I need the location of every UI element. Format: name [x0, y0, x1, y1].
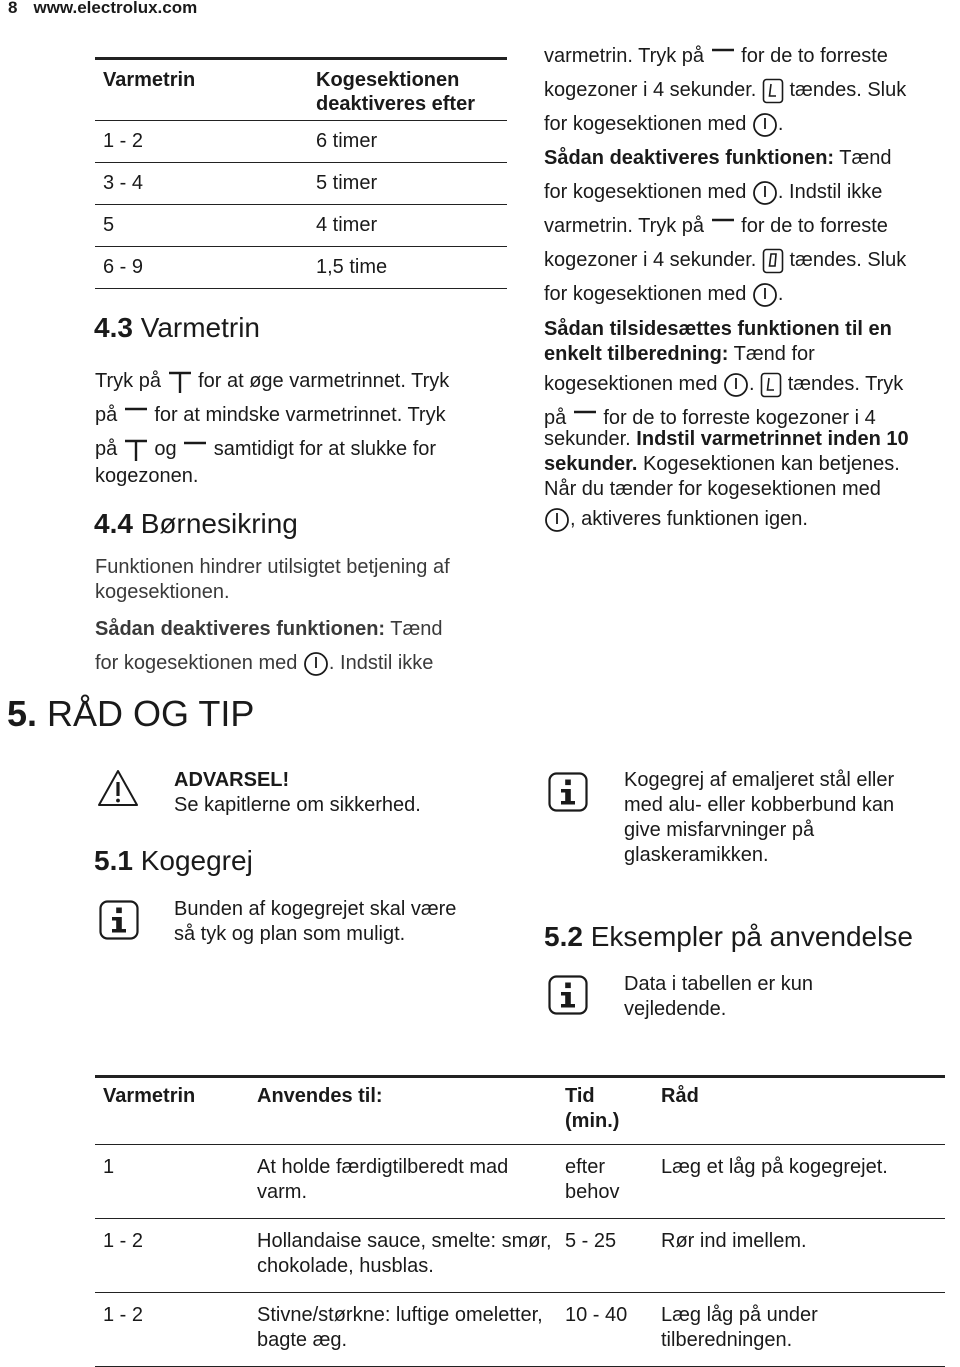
section-5-1-heading: [94, 844, 253, 878]
text-span: Tænd for: [733, 343, 815, 365]
table-cell: At holde færdigtilberedt mad varm.: [249, 1145, 557, 1219]
section-title: Kogegrej: [140, 845, 253, 876]
usage-examples-table: [95, 1075, 945, 1367]
text-span: for kogesektionen med: [95, 652, 298, 674]
heat-setting-deactivation-table: [95, 57, 507, 289]
table-cell: 1 - 2: [95, 1293, 249, 1367]
text-span: for at øge varmetrinnet. Tryk: [198, 370, 450, 392]
section-4-3-text: [95, 364, 449, 486]
text-span: samtidigt for at slukke for: [213, 438, 437, 460]
text-span: på: [544, 407, 567, 429]
text-span: på: [95, 438, 118, 460]
table-cell: Læg låg på under tilberedningen.: [653, 1293, 945, 1367]
website-url: www.electrolux.com: [33, 0, 198, 17]
table-header-cell: Varmetrin: [95, 59, 308, 121]
warning-text: Se kapitlerne om sikkerhed.: [174, 794, 421, 816]
display-0-icon: [762, 248, 784, 274]
plus-icon: [123, 437, 149, 463]
table-cell: 5 - 25: [557, 1219, 653, 1293]
page-header: [8, 0, 197, 19]
section-4-4-heading: [94, 507, 298, 541]
text-span: for kogesektionen med: [544, 181, 747, 203]
table-cell: 6 - 9: [95, 247, 308, 289]
section-title: Varmetrin: [140, 312, 261, 343]
text-span: kogezonen.: [95, 465, 199, 487]
text-span: for kogesektionen med: [544, 283, 747, 305]
text-span: Tænd: [390, 618, 443, 640]
table-cell: Hollandaise sauce, smelte: smør, chokolade, husblas.: [249, 1219, 557, 1293]
table-row: [95, 1293, 945, 1367]
table-cell: 6 timer: [308, 121, 507, 163]
text-span: Tryk på: [95, 370, 161, 392]
enamel-cookware-note: Kogegrej af emaljeret stål eller med alu- eller kobberbund kan give misfarvninger på glaskeramikken.: [624, 769, 895, 866]
table-row: [95, 163, 507, 205]
page-number: 8: [8, 0, 18, 17]
table-cell: Rør ind imellem.: [653, 1219, 945, 1293]
chapter-5-heading: [7, 692, 254, 736]
info-icon: [548, 772, 588, 812]
warning-note: [174, 768, 421, 818]
cookware-note: Bunden af kogegrejet skal være så tyk og plan som muligt.: [174, 898, 457, 945]
table-cell: Stivne/størkne: luftige omeletter, bagte æg.: [249, 1293, 557, 1367]
text-span: sekunder.: [544, 428, 631, 450]
text-span: for kogesektionen med: [544, 113, 747, 135]
bold-label: Sådan deaktiveres funktionen:: [544, 147, 835, 169]
text-span: Kogesektionen kan betjenes.: [642, 453, 900, 475]
table-row: [95, 205, 507, 247]
chapter-title: RÅD OG TIP: [47, 693, 255, 734]
display-l-icon: [760, 372, 782, 398]
section-4-3-heading: [94, 311, 260, 345]
bold-label: Sådan tilsidesættes funktionen til en enkelt tilberedning:: [544, 318, 892, 365]
section-number: 4.4: [94, 508, 133, 539]
table-header-cell: Varmetrin: [95, 1077, 249, 1145]
table-guidance-note: Data i tabellen er kun vejledende.: [624, 973, 814, 1020]
text-span: for at mindske varmetrinnet. Tryk: [154, 404, 446, 426]
power-icon: [723, 372, 749, 398]
table-header-cell: Råd: [653, 1077, 945, 1145]
bold-label: Indstil varmetrinnet inden 10 sekunder.: [544, 428, 909, 475]
table-header-row: [95, 59, 507, 121]
text-span: på: [95, 404, 118, 426]
section-4-4-deactivate: [95, 612, 515, 680]
section-number: 5.2: [544, 921, 583, 952]
table-cell: 10 - 40: [557, 1293, 653, 1367]
table-header-row: [95, 1077, 945, 1145]
table-cell: 1 - 2: [95, 1219, 249, 1293]
table-row: [95, 121, 507, 163]
section-number: 5.1: [94, 845, 133, 876]
table-row: [95, 1145, 945, 1219]
section-5-2-heading: [544, 920, 913, 954]
section-number: 4.3: [94, 312, 133, 343]
text-span: .: [749, 373, 755, 395]
table-row: [95, 1219, 945, 1293]
table-cell: 1: [95, 1145, 249, 1219]
table-header-cell: Tid (min.): [557, 1077, 653, 1145]
minus-icon: [710, 214, 736, 240]
text-span: kogesektionen med: [544, 373, 718, 395]
power-icon: [752, 282, 778, 308]
minus-icon: [182, 437, 208, 463]
display-l-icon: [762, 78, 784, 104]
power-icon: [752, 180, 778, 206]
text-span: Tænd: [839, 147, 892, 169]
minus-icon: [123, 403, 149, 429]
text-span: tændes. Sluk: [789, 79, 907, 101]
table-cell: Læg et låg på kogegrejet.: [653, 1145, 945, 1219]
text-span: kogezoner i 4 sekunder.: [544, 79, 757, 101]
table-cell: 1 - 2: [95, 121, 308, 163]
info-icon: [99, 900, 139, 940]
plus-icon: [167, 369, 193, 395]
text-span: kogezoner i 4 sekunder.: [544, 249, 757, 271]
table-cell: 1,5 time: [308, 247, 507, 289]
power-icon: [303, 651, 329, 677]
text-span: tændes. Tryk: [787, 373, 904, 395]
warning-title: ADVARSEL!: [174, 769, 290, 791]
bold-label: Sådan deaktiveres funktionen:: [95, 618, 386, 640]
minus-icon: [710, 44, 736, 70]
text-span: varmetrin. Tryk på: [544, 45, 705, 67]
power-icon: [752, 112, 778, 138]
text-span: og: [154, 438, 177, 460]
text-span: , aktiveres funktionen igen.: [570, 508, 808, 530]
text-span: . Indstil ikke: [777, 181, 883, 203]
chapter-number: 5.: [7, 693, 38, 734]
text-span: for de to forreste kogezoner i 4: [603, 407, 876, 429]
power-icon: [544, 507, 570, 533]
text-span: for de to forreste: [741, 215, 888, 237]
table-cell: efter behov: [557, 1145, 653, 1219]
text-span: for de to forreste: [741, 45, 888, 67]
text-span: .: [777, 283, 784, 305]
text-span: . Indstil ikke: [328, 652, 434, 674]
text-span: tændes. Sluk: [789, 249, 907, 271]
table-cell: 5 timer: [308, 163, 507, 205]
text-span: Når du tænder for kogesektionen med: [544, 478, 881, 500]
section-title: Børnesikring: [140, 508, 298, 539]
text-span: varmetrin. Tryk på: [544, 215, 705, 237]
table-cell: 3 - 4: [95, 163, 308, 205]
right-column-text: [544, 39, 954, 536]
table-row: [95, 247, 507, 289]
info-icon: [548, 975, 588, 1015]
table-header-cell: Anvendes til:: [249, 1077, 557, 1145]
table-header-cell: Kogesektionen deaktiveres efter: [308, 59, 507, 121]
table-cell: 4 timer: [308, 205, 507, 247]
table-cell: 5: [95, 205, 308, 247]
warning-icon: [96, 768, 140, 808]
section-4-4-intro: Funktionen hindrer utilsigtet betjening af kogesektionen.: [95, 556, 450, 603]
text-span: .: [777, 113, 784, 135]
section-title: Eksempler på anvendelse: [590, 921, 913, 952]
